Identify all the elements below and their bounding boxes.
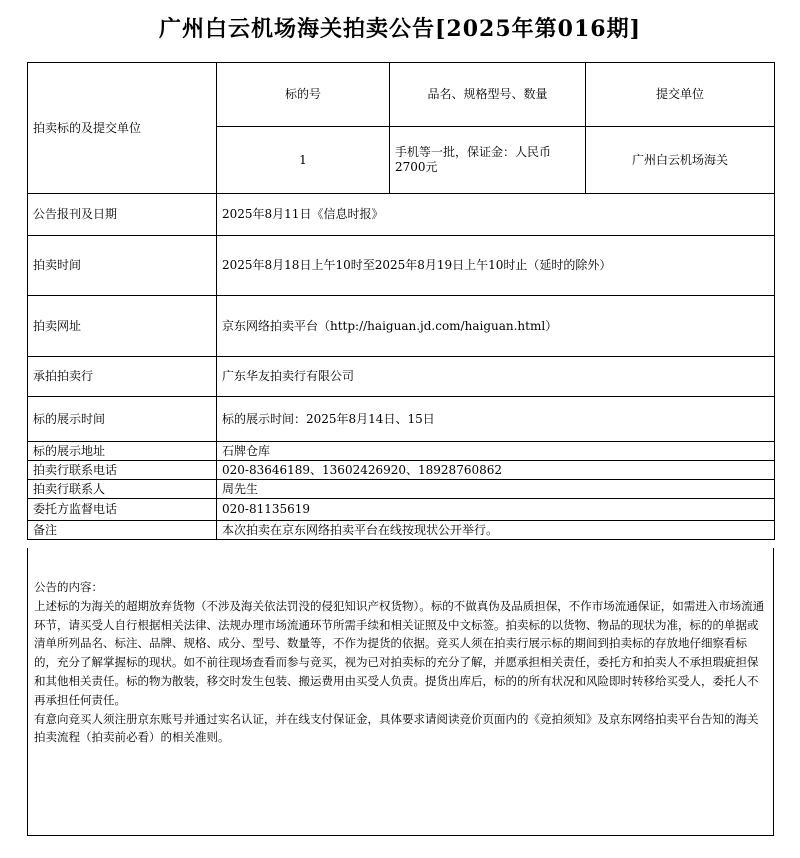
field-label: 拍卖行联系人	[28, 480, 217, 499]
field-label: 拍卖时间	[28, 236, 217, 296]
field-label: 标的展示地址	[28, 442, 217, 461]
field-value: 广东华友拍卖行有限公司	[217, 357, 775, 397]
lot-number: 1	[217, 127, 390, 194]
field-value: 020-83646189、13602426920、18928760862	[217, 461, 775, 480]
field-label: 拍卖网址	[28, 296, 217, 357]
field-row	[28, 357, 775, 397]
notes-paragraph: 有意向竞买人须注册京东账号并通过实名认证，并在线支付保证金，具体要求请阅读竞价页面内的《竞拍须知》及京东网络拍卖平台告知的海关拍卖流程（拍卖前必看）的相关准则。	[34, 711, 759, 745]
field-value: 京东网络拍卖平台（http://haiguan.jd.com/haiguan.html）	[217, 296, 775, 357]
field-value: 2025年8月18日上午10时至2025年8月19日上午10时止（延时的除外）	[217, 236, 775, 296]
header-unit: 提交单位	[586, 63, 775, 127]
field-label: 公告报刊及日期	[28, 194, 217, 236]
field-value: 020-81135619	[217, 499, 775, 521]
field-row	[28, 236, 775, 296]
field-value: 2025年8月11日《信息时报》	[217, 194, 775, 236]
notes-heading: 公告的内容：	[34, 580, 103, 594]
field-label: 委托方监督电话	[28, 499, 217, 521]
field-row	[28, 499, 775, 521]
field-label: 标的展示时间	[28, 397, 217, 442]
field-value: 标的展示时间：2025年8月14日、15日	[217, 397, 775, 442]
notes-section	[27, 548, 774, 836]
lot-unit: 广州白云机场海关	[586, 127, 775, 194]
field-value: 周先生	[217, 480, 775, 499]
field-row	[28, 397, 775, 442]
lot-header-row	[28, 63, 775, 127]
notes-paragraph: 上述标的为海关的超期放弃货物（不涉及海关依法罚没的侵犯知识产权货物）。标的不做真伪及品质担保，不作市场流通保证，如需进入市场流通环节，请买受人自行根据相关法律、法规办理市场流通环节所需手续和相关证照及中文标签。拍卖标的以货物、物品的现状为准，标的的单据或清单所列品名、标注、品牌、规格、成分、型号、数量等，不作为提货的依据。竞买人须在拍卖行展示标的期间到拍卖标的存放地仔细察看标的，充分了解掌握标的现状。如不前往现场查看而参与竞买，视为已对拍卖标的充分了解，并愿承担相关责任，委托方和拍卖人不承担瑕疵担保和其他相关责任。标的物为散装，移交时发生包装、搬运费用由买受人负责。提货出库后，标的的所有状况和风险即时转移给买受人，委托人不再承担任何责任。	[34, 598, 765, 707]
lot-section-label: 拍卖标的及提交单位	[28, 63, 217, 194]
announcement-table	[27, 62, 775, 540]
header-description: 品名、规格型号、数量	[390, 63, 586, 127]
field-row	[28, 461, 775, 480]
field-label: 拍卖行联系电话	[28, 461, 217, 480]
field-value: 石牌仓库	[217, 442, 775, 461]
page-title: 广州白云机场海关拍卖公告[2025年第016期]	[159, 16, 641, 42]
field-row	[28, 480, 775, 499]
header-lot-no: 标的号	[217, 63, 390, 127]
field-row	[28, 442, 775, 461]
field-row	[28, 521, 775, 540]
field-value: 本次拍卖在京东网络拍卖平台在线按现状公开举行。	[217, 521, 775, 540]
lot-description: 手机等一批，保证金：人民币2700元	[390, 127, 586, 194]
field-row	[28, 296, 775, 357]
field-label: 承拍拍卖行	[28, 357, 217, 397]
field-row	[28, 194, 775, 236]
field-label: 备注	[28, 521, 217, 540]
